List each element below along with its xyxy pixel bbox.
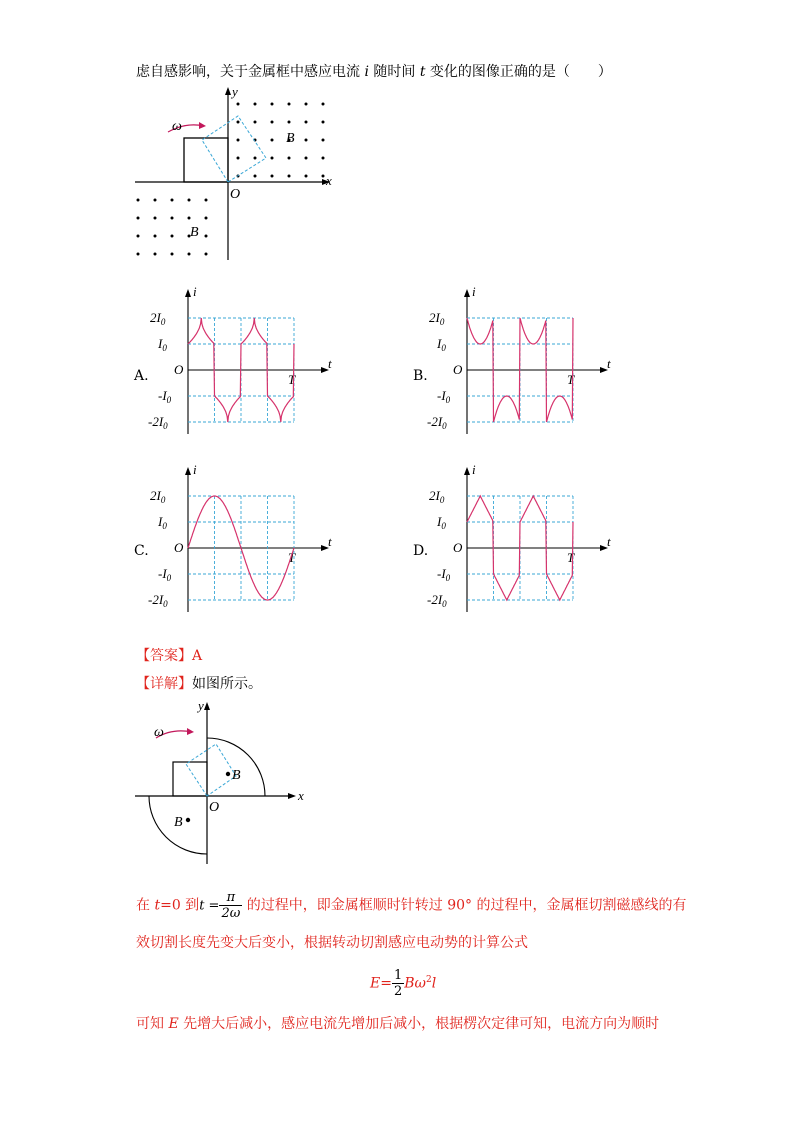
tick-2I0: $2I_0$ [150,310,166,327]
x-label: x [326,173,332,188]
option-c-label: C. [134,543,149,559]
metal-frame [184,138,228,182]
frac-num: 1 [393,968,403,983]
graph-option-c [148,462,338,626]
var-t: t [419,64,426,80]
origin-label: O [174,362,184,377]
t-axis-label: t [328,534,332,549]
tick-neg-I0: $-I_0$ [158,566,172,583]
text-part: =0 到 [160,897,200,914]
rotated-frame-dashed [186,744,236,796]
i-axis-label: i [472,462,476,477]
var-t: t [154,897,161,914]
period-label: T [288,550,296,565]
tick-neg-2I0: $-2I_0$ [148,592,168,609]
tick-2I0: $2I_0$ [429,488,445,505]
x-label: x [298,788,304,803]
metal-frame [173,762,207,796]
origin-label: O [174,540,184,555]
fraction [219,890,242,921]
explanation-line2: 效切割长度先变大后变小，根据转动切割感应电动势的计算公式 [136,935,528,951]
answer-value: A [192,648,203,664]
tick-neg-I0: $-I_0$ [437,566,451,583]
frac-den: 2ω [221,906,241,921]
graph-svg [148,284,338,444]
explanation-header [136,674,262,694]
t-axis-label: t [607,356,611,371]
formula-end: l [431,975,437,992]
tick-2I0: $2I_0$ [429,310,445,327]
i-axis-label: i [193,462,197,477]
t-axis-label: t [607,534,611,549]
b-label-left: B [174,815,183,830]
formula-sup: 2 [425,974,432,985]
tick-I0: $I_0$ [437,514,446,531]
option-a-label: A. [134,368,149,384]
option-b-label: B. [413,368,428,384]
omega-label: ω [154,725,164,740]
text-part: 在 [136,897,155,914]
omega-label: ω [172,119,182,134]
explanation-line1 [136,890,686,921]
explanation-intro: 如图所示。 [192,676,262,692]
var-i: i [364,64,369,80]
tick-neg-2I0: $-2I_0$ [427,414,447,431]
graph-option-a [148,284,338,448]
figure2-diagram [130,696,310,868]
stem-part: 虑自感影响，关于金属框中感应电流 [136,64,365,80]
field-dot [186,818,190,822]
rotated-frame-dashed [202,116,266,182]
field-dots-upper [237,103,325,178]
text-part: 先增大后减小，感应电流先增加后减小，根据楞次定律可知，电流方向为顺时 [178,1016,660,1032]
tick-neg-I0: $-I_0$ [158,388,172,405]
graph-svg [427,284,617,444]
b-label-upper: B [286,131,295,146]
formula-fraction [392,968,404,999]
tick-I0: $I_0$ [437,336,446,353]
question-stem [136,62,612,82]
frac-lhs: t = [199,898,220,914]
graph-svg [148,462,338,622]
graph-option-b [427,284,617,448]
figure1-field-diagram [130,82,340,262]
explanation-line3 [136,1014,659,1034]
tick-2I0: $2I_0$ [150,488,166,505]
y-label: y [232,84,238,99]
origin-label: O [453,362,463,377]
origin-label: O [453,540,463,555]
tick-neg-I0: $-I_0$ [437,388,451,405]
text-part: 可知 [136,1016,169,1032]
field-boundary-upper [207,738,265,796]
y-label: y [198,698,204,713]
origin-label: O [209,800,220,815]
formula [370,968,436,999]
formula-lhs: E= [370,975,392,992]
period-label: T [567,372,575,387]
graph-svg [427,462,617,622]
tick-neg-2I0: $-2I_0$ [148,414,168,431]
stem-part: 变化的图像正确的是（ ） [425,64,612,80]
i-axis-label: i [472,284,476,299]
field-dot [226,772,230,776]
answer-line [136,646,202,666]
b-label-right: B [232,768,241,783]
origin-label: O [230,187,241,202]
frac-den: 2 [393,984,403,999]
tick-I0: $I_0$ [158,514,167,531]
formula-rhs: Bω [404,975,426,992]
period-label: T [567,550,575,565]
text-part: 的过程中，即金属框顺时针转过 90° 的过程中，金属框切割磁感线的有 [242,897,687,914]
tick-I0: $I_0$ [158,336,167,353]
graph-option-d [427,462,617,626]
answer-tag: 【答案】 [136,648,192,664]
explanation-tag: 【详解】 [136,676,192,692]
i-axis-label: i [193,284,197,299]
period-label: T [288,372,296,387]
stem-part: 随时间 [368,64,420,80]
b-label-lower: B [190,225,199,240]
option-d-label: D. [413,543,429,559]
tick-neg-2I0: $-2I_0$ [427,592,447,609]
frac-num: π [219,890,242,906]
t-axis-label: t [328,356,332,371]
var-e: E [168,1016,179,1032]
